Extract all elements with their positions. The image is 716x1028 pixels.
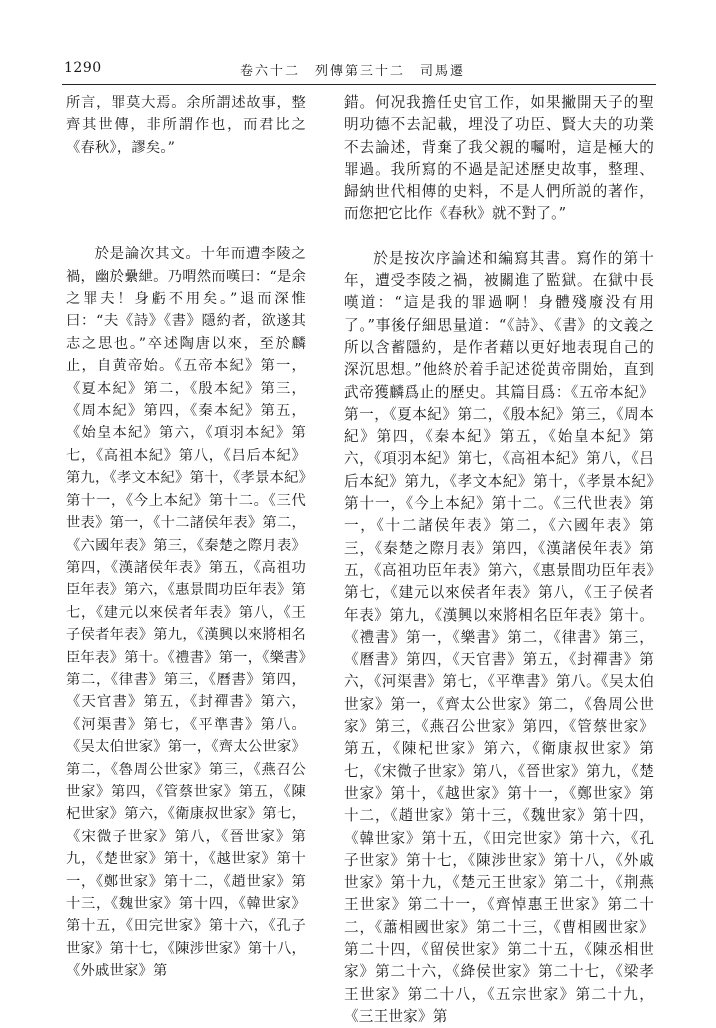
translation-paragraph-1: 錯。何况我擔任史官工作，如果撇開天子的聖明功德不去記載，埋没了功臣、賢大夫的功業不去論述，背棄了我父親的囑咐，這是極大的罪過。我所寫的不過是記述歷史故事，整理、歸納世代相傳的史料，不是人們所説的著作，而您把它比作《春秋》就不對了。”: [344, 94, 654, 223]
translation-paragraph-2: 於是按次序論述和編寫其書。寫作的第十年，遭受李陵之禍，被關進了監獄。在獄中長嘆道：“這是我的罪過啊！身體殘廢没有用了。”事後仔細思量道：“《詩》、《書》的文義之所以含蓄隱約，是作者藉以更好地表現自己的深沉思想。”他終於着手記述從黄帝開始，直到武帝獲麟爲止的歷史。其篇目爲：《五帝本紀》第一，《夏本紀》第二，《殷本紀》第三，《周本紀》第四，《秦本紀》第五，《始皇本紀》第六，《項羽本紀》第七，《高祖本紀》第八，《吕后本紀》第九，《孝文本紀》第十，《孝景本紀》第十一，《今上本紀》第十二。《三代世表》第一，《十二諸侯年表》第二，《六國年表》第三，《秦楚之際月表》第四，《漢諸侯年表》第五，《高祖功臣年表》第六，《惠景間功臣年表》第七，《建元以來侯者年表》第八，《王子侯者年表》第九，《漢興以來將相名臣年表》第十。《禮書》第一，《樂書》第二，《律書》第三，《曆書》第四，《天官書》第五，《封禪書》第六，《河渠書》第七，《平準書》第八。《吴太伯世家》第一，《齊太公世家》第二，《魯周公世家》第三，《燕召公世家》第四，《管蔡世家》第五，《陳杞世家》第六，《衛康叔世家》第七，《宋微子世家》第八，《晉世家》第九，《楚世家》第十，《越世家》第十一，《鄭世家》第十二，《趙世家》第十三，《魏世家》第十四，《韓世家》第十五，《田完世家》第十六，《孔子世家》第十七，《陳涉世家》第十八，《外戚世家》第十九，《楚元王世家》第二十，《荆燕王世家》第二十一，《齊悼惠王世家》第二十二，《蕭相國世家》第二十三，《曹相國世家》第二十四，《留侯世家》第二十五，《陳丞相世家》第二十六，《絳侯世家》第二十七，《梁孝王世家》第二十八，《五宗世家》第二十九，《三王世家》第: [344, 249, 654, 1025]
classical-paragraph-2: 於是論次其文。十年而遭李陵之禍，幽於纍紲。乃喟然而嘆曰：“是余之罪夫！身虧不用矣。”退而深惟曰：“夫《詩》《書》隱約者，欲遂其志之思也。”卒述陶唐以來，至於麟止，自黄帝始。《五帝本紀》第一，《夏本紀》第二，《殷本紀》第三，《周本紀》第四，《秦本紀》第五，《始皇本紀》第六，《項羽本紀》第七，《高祖本紀》第八，《吕后本紀》第九，《孝文本紀》第十，《孝景本紀》第十一，《今上本紀》第十二。《三代世表》第一，《十二諸侯年表》第二，《六國年表》第三，《秦楚之際月表》第四，《漢諸侯年表》第五，《高祖功臣年表》第六，《惠景間功臣年表》第七，《建元以來侯者年表》第八，《王子侯者年表》第九，《漢興以來將相名臣年表》第十。《禮書》第一，《樂書》第二，《律書》第三，《曆書》第四，《天官書》第五，《封禪書》第六，《河渠書》第七，《平準書》第八。《吴太伯世家》第一，《齊太公世家》第二，《魯周公世家》第三，《燕召公世家》第四，《管蔡世家》第五，《陳杞世家》第六，《衛康叔世家》第七，《宋微子世家》第八，《晉世家》第九，《楚世家》第十，《越世家》第十一，《鄭世家》第十二，《趙世家》第十三，《魏世家》第十四，《韓世家》第十五，《田完世家》第十六，《孔子世家》第十七，《陳涉世家》第十八，《外戚世家》第: [66, 246, 306, 980]
paragraph-spacer: [66, 159, 306, 243]
classical-paragraph-1: 所言，罪莫大焉。余所謂述故事，整齊其世傳，非所謂作也，而君比之《春秋》，謬矣。”: [66, 95, 306, 156]
classical-text-column: [66, 92, 306, 983]
header-rule: [62, 84, 656, 85]
paragraph-spacer: [344, 226, 654, 248]
page-number: 1290: [64, 60, 102, 76]
running-header: 卷六十二 列傳第三十二 司馬遷: [240, 64, 466, 79]
translation-column: [344, 92, 654, 1028]
